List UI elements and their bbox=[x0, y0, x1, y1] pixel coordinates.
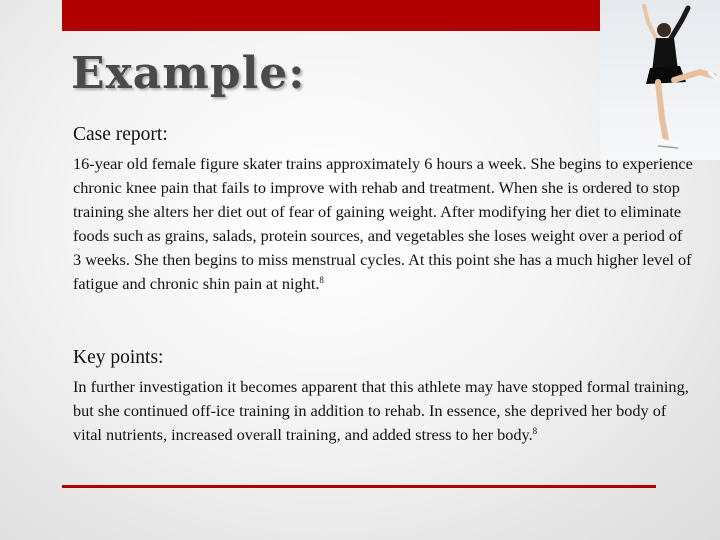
bottom-divider bbox=[62, 485, 656, 488]
case-report-heading bbox=[73, 124, 168, 146]
key-points-body: In further investigation it becomes apparent that this athlete may have stopped formal training, but she continued off-ice training in addition to rehab. In essence, she deprived her body of vital nutrients, increased overall training, and added stress to her body. bbox=[73, 377, 689, 444]
top-accent-bar bbox=[62, 0, 606, 31]
key-points-heading: Key points: bbox=[73, 347, 164, 368]
slide-title: Example: bbox=[71, 48, 306, 99]
case-report-heading-label: Case report bbox=[73, 124, 163, 145]
key-points-text bbox=[73, 375, 693, 447]
case-report-citation: 8 bbox=[319, 275, 324, 285]
case-report-heading-suffix: : bbox=[162, 124, 168, 145]
case-report-text bbox=[73, 152, 693, 296]
key-points-citation: 8 bbox=[532, 426, 538, 436]
figure-skater-photo bbox=[600, 0, 720, 160]
case-report-body: 16-year old female figure skater trains approximately 6 hours a week. She begins to experience chronic knee pain that fails to improve with rehab and treatment. When she is ordered to stop training she alters her diet out of fear of gaining weight. After modifying her diet to eliminate foods such as grains, salads, protein sources, and vegetables she loses weight over a period of 3 weeks. She then begins to miss menstrual cycles. At this point she has a much higher level of fatigue and chronic shin pain at night. bbox=[73, 154, 693, 293]
